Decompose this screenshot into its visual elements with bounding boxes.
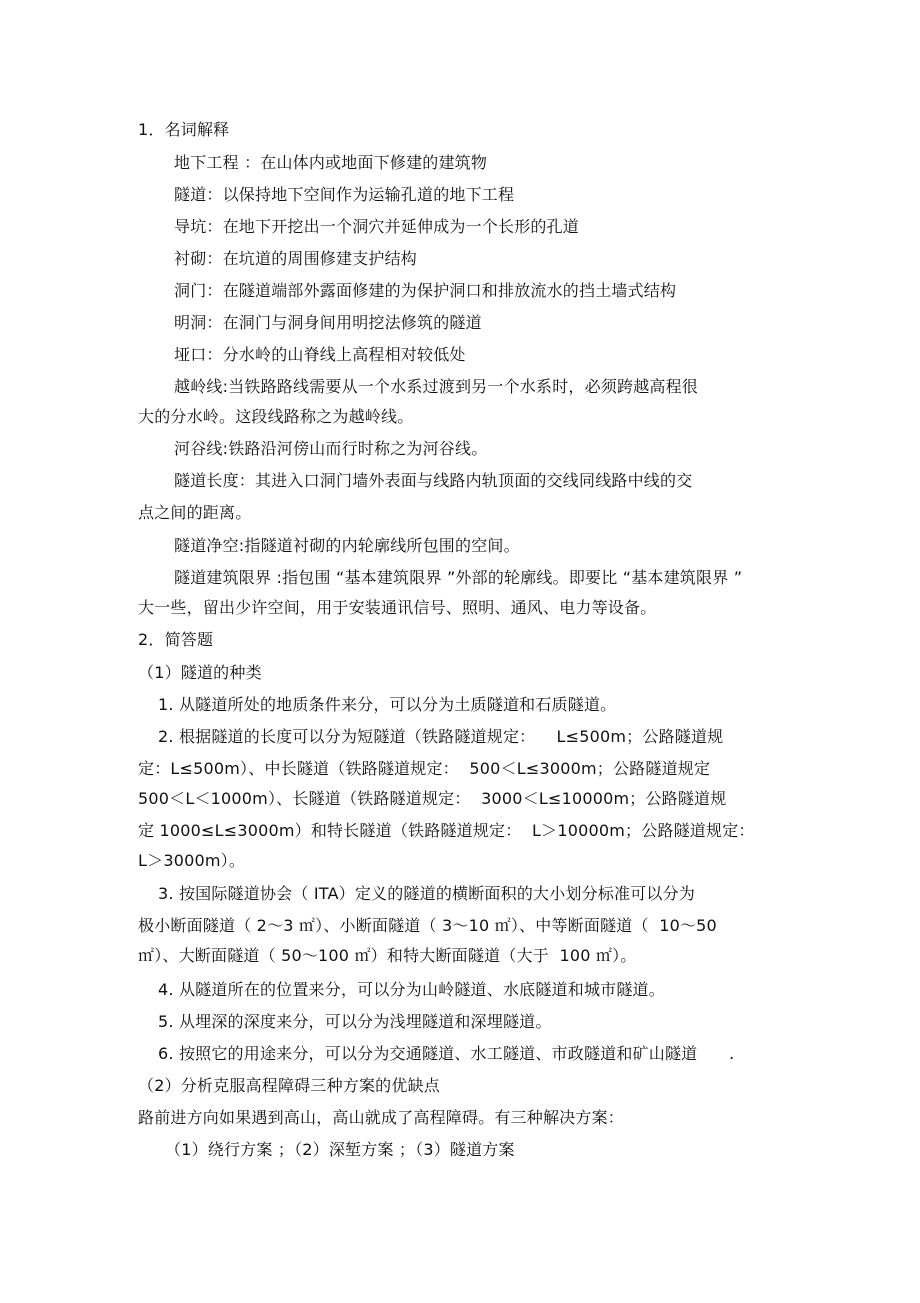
section1-heading: 1．名词解释: [138, 120, 230, 139]
definition-tunnel-length-2: 点之间的距离。: [138, 503, 252, 522]
answer-item-3-line-3: ㎡）、大断面隧道（ 50～100 ㎡）和特大断面隧道（大于 100 ㎡）。: [138, 946, 637, 965]
definition-underground-works: 地下工程 ：在山体内或地面下修建的建筑物: [174, 153, 488, 172]
answer-item-2-line-5: L＞3000m）。: [138, 851, 246, 870]
definition-lining: 衬砌：在坑道的周围修建支护结构: [174, 249, 418, 268]
answer-item-5: 5. 从埋深的深度来分，可以分为浅埋隧道和深埋隧道。: [158, 1012, 552, 1031]
definition-portal: 洞门：在隧道端部外露面修建的为保护洞口和排放流水的挡土墙式结构: [174, 281, 677, 300]
question1-title: （1）隧道的种类: [138, 663, 262, 682]
answer-item-1: 1. 从隧道所处的地质条件来分，可以分为土质隧道和石质隧道。: [158, 695, 617, 714]
answer-item-2-line-4: 定 1000≤L≤3000m）和特长隧道（铁路隧道规定： L＞10000m；公路隧道规定：: [138, 821, 755, 840]
definition-ridge-line-1: 越岭线:当铁路路线需要从一个水系过渡到另一个水系时，必须跨越高程很: [174, 377, 698, 396]
definition-pilot-tunnel: 导坑：在地下开挖出一个洞穴并延伸成为一个长形的孔道: [174, 217, 580, 236]
answer-item-6: 6. 按照它的用途来分，可以分为交通隧道、水工隧道、市政隧道和矿山隧道 .: [158, 1044, 735, 1063]
definition-valley-line: 河谷线:铁路沿河傍山而行时称之为河谷线。: [174, 439, 488, 458]
answer-item-2-line-2: 定：L≤500m）、中长隧道（铁路隧道规定： 500＜L≤3000m；公路隧道规定: [138, 759, 711, 778]
answer-item-3-line-1: 3. 按国际隧道协会（ ITA）定义的隧道的横断面积的大小划分标准可以分为: [158, 884, 696, 903]
answer-item-2-line-3: 500＜L＜1000m）、长隧道（铁路隧道规定： 3000＜L≤10000m；公路隧道规: [138, 789, 727, 808]
definition-pass: 垭口：分水岭的山脊线上高程相对较低处: [174, 345, 466, 364]
answer-item-3-line-2: 极小断面隧道（ 2～3 ㎡）、小断面隧道（ 3～10 ㎡）、中等断面隧道（ 10～50: [138, 916, 717, 935]
definition-open-cut-tunnel: 明洞：在洞门与洞身间用明挖法修筑的隧道: [174, 313, 482, 332]
definition-ridge-line-2: 大的分水岭。这段线路称之为越岭线。: [138, 407, 414, 426]
definition-building-limit-2: 大一些，留出少许空间，用于安装通讯信号、照明、通风、电力等设备。: [138, 598, 657, 617]
definition-tunnel-length-1: 隧道长度：其进入口洞门墙外表面与线路内轨顶面的交线同线路中线的交: [174, 471, 693, 490]
answer-item-4: 4. 从隧道所在的位置来分，可以分为山岭隧道、水底隧道和城市隧道。: [158, 980, 665, 999]
question2-options: （1）绕行方案 ；（2）深堑方案 ；（3）隧道方案: [165, 1140, 515, 1159]
section2-heading: 2．简答题: [138, 630, 214, 649]
question2-intro: 路前进方向如果遇到高山，高山就成了高程障碍。有三种解决方案：: [138, 1108, 625, 1127]
definition-tunnel: 隧道：以保持地下空间作为运输孔道的地下工程: [174, 185, 515, 204]
answer-item-2-line-1: 2. 根据隧道的长度可以分为短隧道（铁路隧道规定： L≤500m；公路隧道规: [158, 727, 724, 746]
definition-building-limit-1: 隧道建筑限界 :指包围 “基本建筑限界 ”外部的轮廓线。即要比 “基本建筑限界 ”: [174, 568, 743, 587]
definition-clearance: 隧道净空:指隧道衬砌的内轮廓线所包围的空间。: [174, 536, 520, 555]
question2-title: （2）分析克服高程障碍三种方案的优缺点: [138, 1076, 440, 1095]
